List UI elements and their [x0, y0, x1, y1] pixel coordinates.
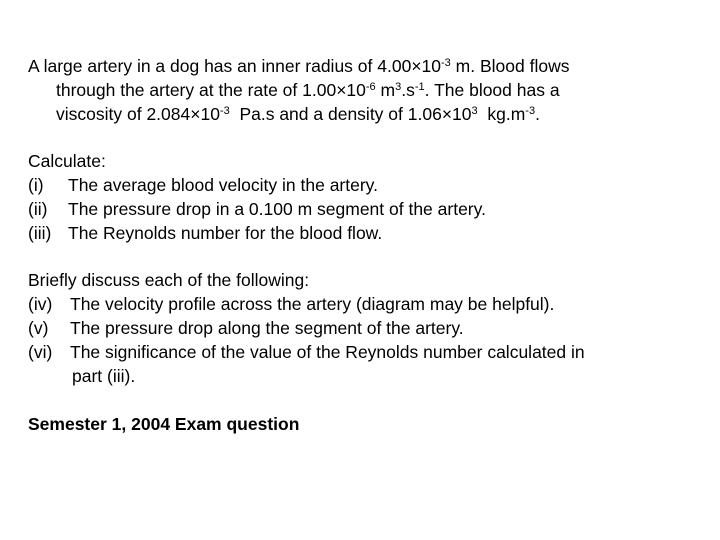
problem-line-2-text-e: . The blood has a [424, 80, 560, 100]
problem-line-3-text-e: kg.m [477, 104, 526, 124]
exponent: 3 [471, 105, 478, 117]
calculate-item-iii [28, 221, 382, 245]
problem-line-2-text-c: m [375, 80, 396, 100]
problem-line-1-text-b: 10 [421, 56, 442, 76]
calculate-item-i [28, 173, 378, 197]
discuss-item-vi-continuation: part (iii). [72, 366, 136, 386]
problem-line-1-text-c: m. Blood flows [450, 56, 570, 76]
discuss-item-vi [28, 340, 585, 364]
item-label: (vi) [28, 342, 53, 362]
times-symbol: × [441, 104, 453, 124]
problem-line-1 [28, 54, 569, 78]
problem-line-2-text-a: through the artery at the rate of 1.00 [56, 80, 337, 100]
item-text: The pressure drop in a 0.100 m segment of the artery. [68, 199, 486, 219]
problem-line-1-text-a: A large artery in a dog has an inner radius of 4.00 [28, 56, 412, 76]
item-label: (ii) [28, 199, 48, 219]
times-symbol: × [190, 104, 201, 124]
exponent: -3 [525, 105, 536, 117]
item-text: The velocity profile across the artery (diagram may be helpful). [70, 294, 555, 314]
problem-line-3 [56, 102, 540, 126]
problem-line-3-text-c: Pa.s and a density of 1.06 [229, 104, 442, 124]
item-text: The pressure drop along the segment of the artery. [70, 318, 464, 338]
problem-line-2 [56, 78, 560, 102]
discuss-item-v [28, 316, 464, 340]
item-label: (v) [28, 318, 49, 338]
times-symbol: × [411, 56, 422, 76]
discuss-heading: Briefly discuss each of the following: [28, 270, 310, 290]
item-text: The significance of the value of the Reynolds number calculated in [70, 342, 585, 362]
problem-line-3-text-b: 10 [200, 104, 220, 124]
exponent: -3 [219, 105, 230, 117]
item-label: (iv) [28, 294, 53, 314]
item-text: The Reynolds number for the blood flow. [68, 223, 383, 243]
exponent: -1 [414, 81, 425, 93]
source-note: Semester 1, 2004 Exam question [28, 414, 300, 434]
exponent: 3 [395, 81, 402, 93]
calculate-item-ii [28, 197, 486, 221]
exponent: -6 [365, 81, 376, 93]
problem-line-2-text-d: .s [401, 80, 415, 100]
item-text: The average blood velocity in the artery. [68, 175, 378, 195]
problem-line-3-text-f: . [535, 104, 540, 124]
discuss-item-iv [28, 292, 554, 316]
calculate-heading: Calculate: [28, 151, 106, 171]
problem-line-3-text-d: 10 [452, 104, 472, 124]
item-label: (i) [28, 175, 44, 195]
problem-line-2-text-b: 10 [346, 80, 366, 100]
problem-line-3-text-a: viscosity of 2.084 [56, 104, 191, 124]
times-symbol: × [336, 80, 347, 100]
item-label: (iii) [28, 223, 52, 243]
exponent: -3 [441, 57, 451, 69]
